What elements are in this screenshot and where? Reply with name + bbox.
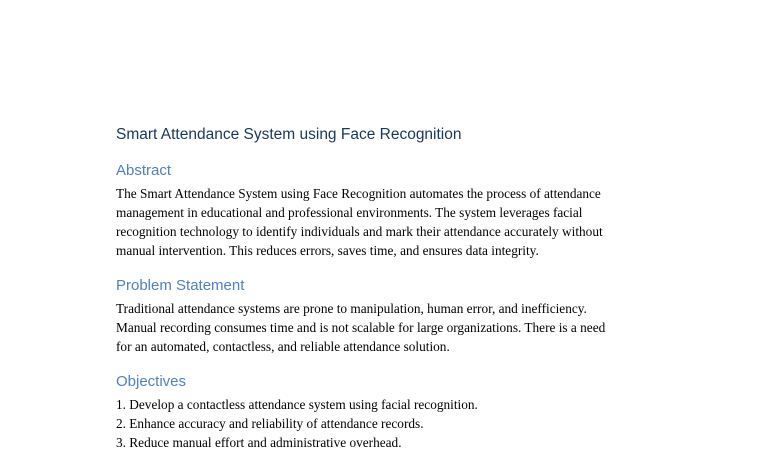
problem-statement-line: Traditional attendance systems are prone to manipulation, human error, and inefficiency. [116, 301, 587, 316]
abstract-line: management in educational and professional environments. The system leverages facial [116, 205, 583, 220]
objective-item: 3. Reduce manual effort and administrative overhead. [116, 435, 402, 450]
abstract-line: manual intervention. This reduces errors, saves time, and ensures data integrity. [116, 243, 539, 258]
section-heading-objectives: Objectives [116, 373, 187, 390]
section-abstract [116, 161, 716, 260]
problem-statement-line: Manual recording consumes time and is not scalable for large organizations. There is a need [116, 320, 606, 335]
problem-statement-line: for an automated, contactless, and reliable attendance solution. [116, 339, 450, 354]
abstract-line: The Smart Attendance System using Face Recognition automates the process of attendance [116, 186, 601, 201]
abstract-line: recognition technology to identify individuals and mark their attendance accurately without [116, 224, 603, 239]
section-heading-abstract: Abstract [116, 162, 172, 179]
section-objectives [116, 372, 716, 452]
section-heading-problem-statement: Problem Statement [116, 277, 245, 294]
section-problem-statement [116, 276, 716, 356]
objective-item: 2. Enhance accuracy and reliability of attendance records. [116, 416, 424, 431]
objective-item: 1. Develop a contactless attendance system using facial recognition. [116, 397, 478, 412]
document-content [116, 125, 716, 452]
document-title: Smart Attendance System using Face Recognition [116, 126, 462, 143]
